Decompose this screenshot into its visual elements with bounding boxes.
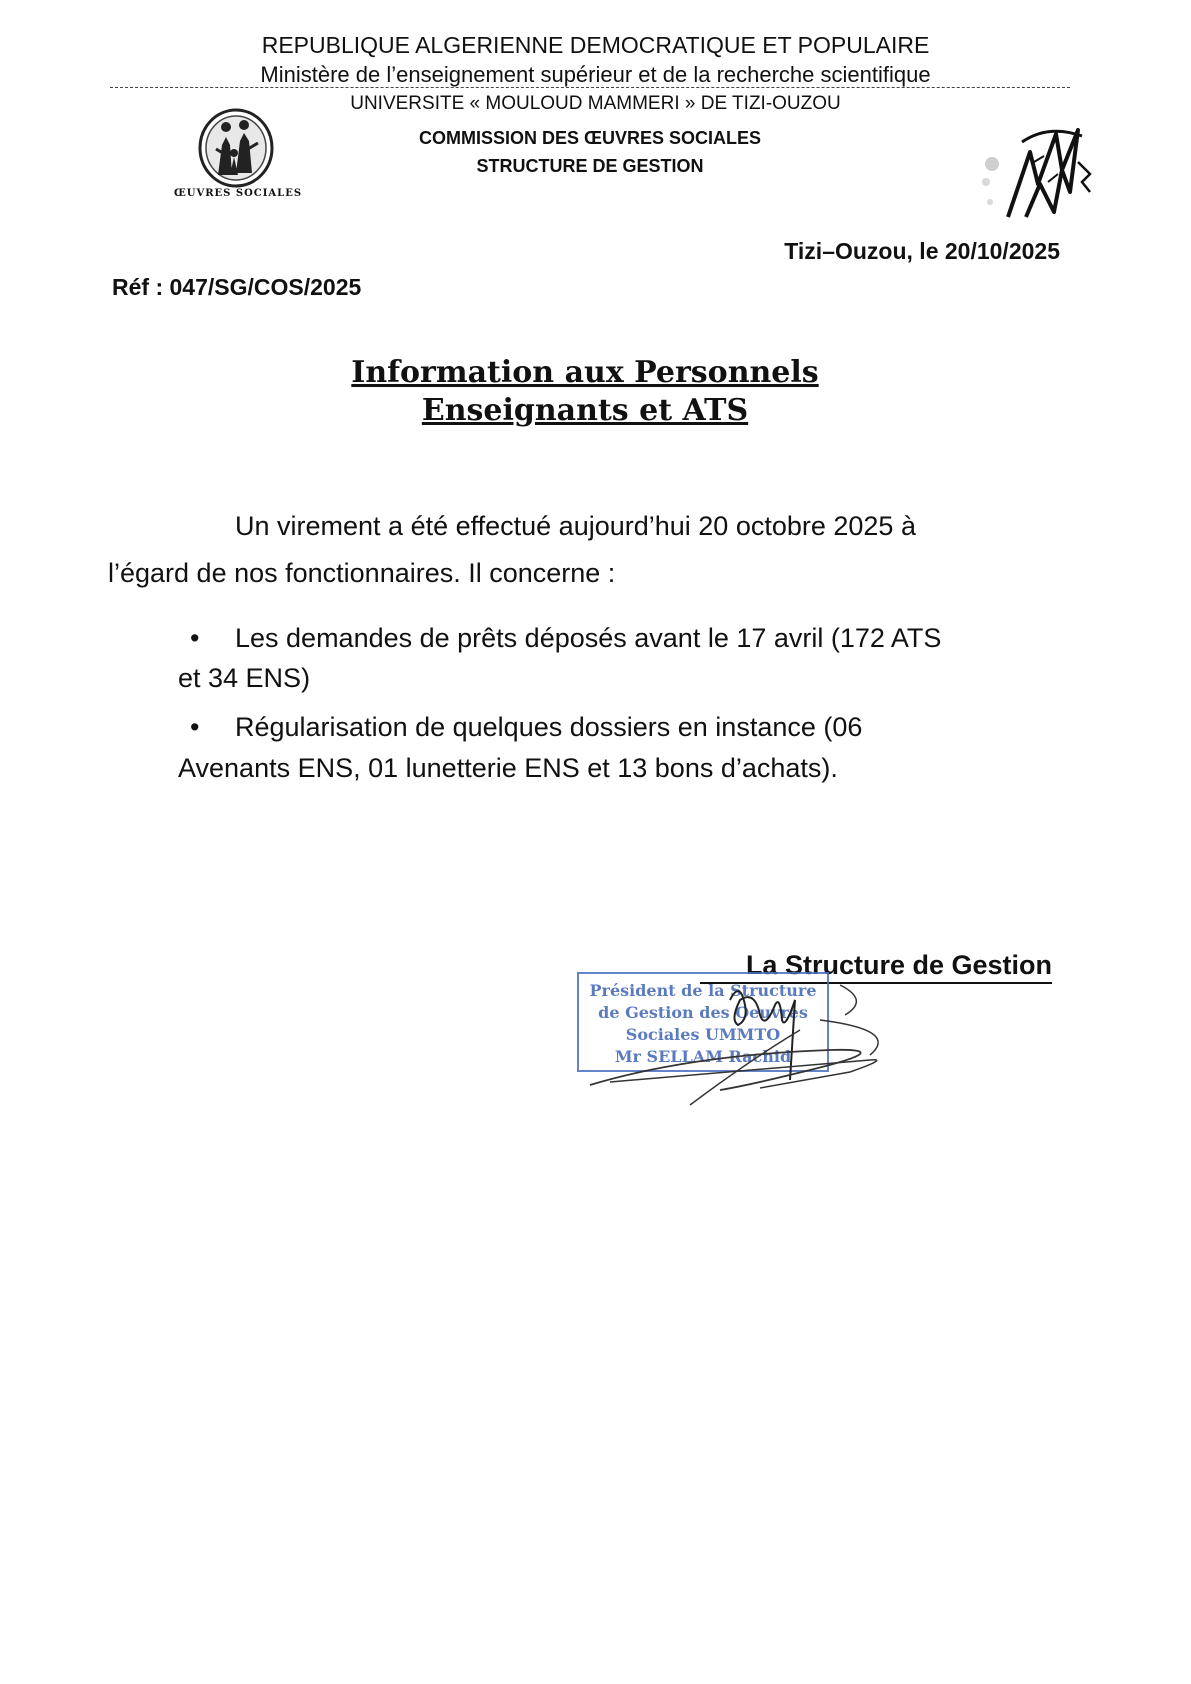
document-title-line2: Enseignants et ATS (421, 393, 749, 428)
bullet-1-line2: et 34 ENS) (178, 663, 311, 693)
header-commission: COMMISSION DES ŒUVRES SOCIALES (418, 128, 762, 148)
bullet-1-line1: Les demandes de prêts déposés avant le 17 avril (172 ATS (235, 623, 942, 653)
bullet-2-line2: Avenants ENS, 01 lunetterie ENS et 13 bons d’achats). (178, 753, 838, 783)
header-university: UNIVERSITE « MOULOUD MAMMERI » DE TIZI-OUZOU (350, 93, 841, 114)
header-ministry: Ministère de l’enseignement supérieur et de la recherche scientifique (260, 62, 931, 87)
stamp-line: Mr SELLAM Rachid (614, 1047, 792, 1066)
university-logo-icon (978, 122, 1096, 222)
header-divider (110, 87, 1070, 88)
header-republic: REPUBLIQUE ALGERIENNE DEMOCRATIQUE ET POPULAIRE (261, 32, 930, 58)
bullet-icon: • (190, 712, 200, 742)
oeuvres-sociales-logo-icon (196, 105, 276, 195)
stamp-line: de Gestion des Oeuvres (598, 1003, 808, 1022)
body-paragraph-line1: Un virement a été effectué aujourd’hui 20 octobre 2025 à (235, 511, 916, 541)
body-paragraph-line2: l’égard de nos fonctionnaires. Il concerne : (108, 558, 616, 588)
document-date: Tizi–Ouzou, le 20/10/2025 (784, 238, 1060, 264)
bullet-2-line1: Régularisation de quelques dossiers en instance (06 (235, 712, 863, 742)
stamp-line: Sociales UMMTO (625, 1025, 781, 1044)
signature-title: La Structure de Gestion (700, 950, 1052, 984)
document-title-line1: Information aux Personnels (351, 355, 819, 390)
handwritten-signature-icon (570, 960, 970, 1120)
header-structure: STRUCTURE DE GESTION (476, 156, 704, 176)
stamp-line: Président de la Structure (589, 981, 817, 1000)
document-reference: Réf : 047/SG/COS/2025 (112, 274, 362, 300)
bullet-icon: • (190, 623, 200, 653)
logo-left-caption: ŒUVRES SOCIALES (173, 188, 303, 199)
